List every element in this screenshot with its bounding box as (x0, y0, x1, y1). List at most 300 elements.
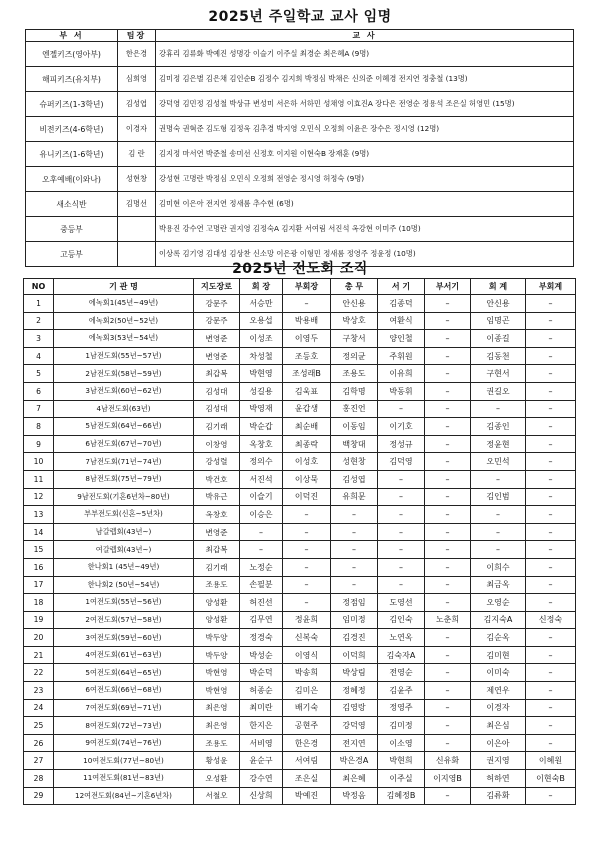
cell: – (471, 523, 526, 541)
col-header: 부회장 (283, 279, 331, 295)
teachers-cell: 권명숙 권혁준 김도형 김정욱 김추경 박지영 오민식 오정희 이윤은 장수은 정시영 (12명) (156, 117, 574, 142)
org-name: 11여전도회(81년~83년) (54, 770, 194, 788)
cell: – (425, 365, 471, 383)
table-row (24, 576, 576, 594)
cell: – (425, 295, 471, 313)
cell: 옥창호 (194, 506, 240, 524)
cell: 김기래 (194, 558, 240, 576)
org-name: 3남전도회(60년~62년) (54, 382, 194, 400)
cell: – (526, 594, 576, 612)
org-name: 2여전도회(57년~58년) (54, 611, 194, 629)
table-row (24, 664, 576, 682)
cell: 정성규 (378, 435, 425, 453)
cell: 김순옥 (471, 629, 526, 647)
org-name: 6남전도회(67년~70년) (54, 435, 194, 453)
lead-cell: 성현창 (118, 167, 156, 192)
cell: 김혜정B (378, 787, 425, 805)
cell: – (526, 664, 576, 682)
cell: 최금옥 (471, 576, 526, 594)
cell: – (425, 541, 471, 559)
cell: 유희문 (331, 488, 378, 506)
cell: – (425, 453, 471, 471)
table-row (24, 682, 576, 700)
cell: – (425, 488, 471, 506)
cell: – (331, 558, 378, 576)
cell: – (526, 312, 576, 330)
table-row (24, 295, 576, 313)
cell: 정의수 (240, 453, 283, 471)
cell: 이승은 (240, 506, 283, 524)
cell: 이주실 (378, 770, 425, 788)
cell: 안신용 (471, 295, 526, 313)
lead-cell: 한은경 (118, 42, 156, 67)
row-number: 9 (24, 435, 54, 453)
org-name: 5여전도회(64년~65년) (54, 664, 194, 682)
cell: – (526, 787, 576, 805)
cell: 이경자 (471, 699, 526, 717)
cell: 박현영 (194, 682, 240, 700)
cell: 백창대 (331, 435, 378, 453)
cell: 한은경 (283, 734, 331, 752)
cell: – (526, 330, 576, 348)
cell: – (526, 295, 576, 313)
cell: 옥창호 (240, 435, 283, 453)
cell: 박두양 (194, 629, 240, 647)
table-row (24, 347, 576, 365)
row-number: 28 (24, 770, 54, 788)
row-number: 4 (24, 347, 54, 365)
org-name: 10여전도회(77년~80년) (54, 752, 194, 770)
org-name: 에녹회2(50년~52년) (54, 312, 194, 330)
cell: 서승만 (240, 295, 283, 313)
cell: – (331, 576, 378, 594)
cell: 오민석 (471, 453, 526, 471)
teacher-row (26, 67, 574, 92)
cell: 임미정 (331, 611, 378, 629)
cell: 박현영 (240, 365, 283, 383)
cell: 허종순 (240, 682, 283, 700)
cell: – (331, 506, 378, 524)
table-row (24, 400, 576, 418)
teachers-table (25, 29, 574, 267)
org-name: 에녹회1(45년~49년) (54, 295, 194, 313)
cell: 이종길 (471, 330, 526, 348)
cell: – (425, 347, 471, 365)
dept-cell: 고등부 (26, 242, 118, 267)
cell: 김종인 (471, 418, 526, 436)
cell: – (331, 523, 378, 541)
evangelism-title: 2025년 전도회 조직 (232, 261, 368, 277)
cell: – (526, 400, 576, 418)
cell: – (425, 734, 471, 752)
cell: – (378, 576, 425, 594)
row-number: 29 (24, 787, 54, 805)
cell: – (283, 594, 331, 612)
cell: 이현숙B (526, 770, 576, 788)
cell: – (425, 629, 471, 647)
cell: – (526, 646, 576, 664)
cell: 이덕진 (283, 488, 331, 506)
cell: – (526, 488, 576, 506)
cell: 강문주 (194, 295, 240, 313)
dept-cell: 유니키즈(1-6학년) (26, 142, 118, 167)
cell: 박동휘 (378, 382, 425, 400)
cell: 박예진 (283, 787, 331, 805)
lead-cell: 김 란 (118, 142, 156, 167)
cell: 정윤희 (283, 611, 331, 629)
dept-cell: 오후예배(이와나) (26, 167, 118, 192)
table-row (24, 717, 576, 735)
cell: 이희수 (471, 558, 526, 576)
cell: – (425, 470, 471, 488)
cell: 박건호 (194, 470, 240, 488)
teacher-row (26, 217, 574, 242)
table-row (24, 312, 576, 330)
cell: 이창영 (194, 435, 240, 453)
cell: 김성대 (194, 382, 240, 400)
row-number: 16 (24, 558, 54, 576)
cell: – (425, 558, 471, 576)
dept-cell: 중등부 (26, 217, 118, 242)
col-header: 회 장 (240, 279, 283, 295)
table-row (24, 646, 576, 664)
cell: 차성철 (240, 347, 283, 365)
cell: – (526, 506, 576, 524)
evangelism-table (23, 278, 576, 805)
cell: 박현희 (378, 752, 425, 770)
row-number: 22 (24, 664, 54, 682)
teacher-row (26, 42, 574, 67)
cell: 조은실 (283, 770, 331, 788)
cell: 박순덕 (240, 664, 283, 682)
cell: 제연우 (471, 682, 526, 700)
cell: – (526, 576, 576, 594)
cell: – (331, 541, 378, 559)
cell: 이미숙 (471, 664, 526, 682)
cell: 이성조 (240, 330, 283, 348)
dept-cell: 슈퍼키즈(1-3학년) (26, 92, 118, 117)
cell: – (425, 717, 471, 735)
row-number: 25 (24, 717, 54, 735)
cell: 허하연 (471, 770, 526, 788)
cell: 오성환 (194, 770, 240, 788)
cell: – (526, 629, 576, 647)
teachers-cell: 김미정 김은별 김은채 김인순B 김정수 김지희 박정심 박채은 신의준 이혜경 전지연 정충철 (13명) (156, 67, 574, 92)
cell: 최은영 (194, 699, 240, 717)
cell: – (425, 506, 471, 524)
cell: 박성순 (240, 646, 283, 664)
cell: – (425, 312, 471, 330)
table-row (24, 523, 576, 541)
cell: 박상호 (331, 312, 378, 330)
cell: 이슬기 (240, 488, 283, 506)
row-number: 1 (24, 295, 54, 313)
cell: 강덕영 (331, 717, 378, 735)
org-name: 12여전도회(84년~기혼6년차) (54, 787, 194, 805)
cell: 김덕영 (378, 453, 425, 471)
cell: 김종덕 (378, 295, 425, 313)
org-name: 한나회1 (45년~49년) (54, 558, 194, 576)
row-number: 10 (24, 453, 54, 471)
row-number: 17 (24, 576, 54, 594)
cell: 정경숙 (240, 629, 283, 647)
cell: 박정음 (331, 787, 378, 805)
cell: 최갑복 (194, 541, 240, 559)
col-header: NO (24, 279, 54, 295)
header-lead: 팀장 (118, 30, 156, 42)
cell: 변영준 (194, 347, 240, 365)
cell: – (526, 682, 576, 700)
row-number: 26 (24, 734, 54, 752)
cell: 정영주 (378, 699, 425, 717)
table-row (24, 541, 576, 559)
cell: – (283, 576, 331, 594)
cell: 주휘원 (378, 347, 425, 365)
row-number: 11 (24, 470, 54, 488)
row-number: 5 (24, 365, 54, 383)
cell: – (378, 488, 425, 506)
cell: 서여림 (283, 752, 331, 770)
cell: 성현창 (331, 453, 378, 471)
dept-cell: 비전키즈(4-6학년) (26, 117, 118, 142)
cell: 성길용 (240, 382, 283, 400)
cell: 최은혜 (331, 770, 378, 788)
cell: 조용도 (194, 734, 240, 752)
cell: – (471, 470, 526, 488)
cell: 이유희 (378, 365, 425, 383)
cell: – (425, 523, 471, 541)
teacher-row (26, 167, 574, 192)
table-row (24, 488, 576, 506)
col-header: 서 기 (378, 279, 425, 295)
cell: 박영재 (240, 400, 283, 418)
header-teachers: 교 사 (156, 30, 574, 42)
cell: – (425, 576, 471, 594)
cell: 윤순구 (240, 752, 283, 770)
cell: 김성엽 (331, 470, 378, 488)
cell: 오영순 (471, 594, 526, 612)
cell: – (240, 523, 283, 541)
table-row (24, 418, 576, 436)
table-row (24, 558, 576, 576)
table-row (24, 611, 576, 629)
row-number: 12 (24, 488, 54, 506)
row-number: 27 (24, 752, 54, 770)
cell: 김무연 (240, 611, 283, 629)
cell: 서철오 (194, 787, 240, 805)
cell: 양인철 (378, 330, 425, 348)
teachers-cell: 김미현 이은아 전지연 정새롬 추수현 (6명) (156, 192, 574, 217)
cell: – (425, 664, 471, 682)
cell: – (526, 418, 576, 436)
cell: 김학명 (331, 382, 378, 400)
cell: 신유화 (425, 752, 471, 770)
col-header: 총 무 (331, 279, 378, 295)
org-name: 7남전도회(71년~74년) (54, 453, 194, 471)
cell: 박유근 (194, 488, 240, 506)
cell: – (526, 558, 576, 576)
table-row (24, 629, 576, 647)
cell: 구창서 (331, 330, 378, 348)
row-number: 3 (24, 330, 54, 348)
lead-cell (118, 217, 156, 242)
teachers-cell: 강휴리 김류화 박예진 성명강 이슬기 이주실 최경순 최은혜A (9명) (156, 42, 574, 67)
dept-cell: 새소식반 (26, 192, 118, 217)
cell: 김지숙A (471, 611, 526, 629)
table-row (24, 752, 576, 770)
cell: 박두양 (194, 646, 240, 664)
header-dept: 부 서 (26, 30, 118, 42)
org-name: 7여전도회(69년~71년) (54, 699, 194, 717)
cell: 이영두 (283, 330, 331, 348)
row-number: 7 (24, 400, 54, 418)
lead-cell: 김명선 (118, 192, 156, 217)
cell: 홍진언 (331, 400, 378, 418)
teachers-title: 2025년 주일학교 교사 임명 (208, 9, 392, 25)
row-number: 21 (24, 646, 54, 664)
org-name: 부부전도회(신혼~5년차) (54, 506, 194, 524)
org-name: 에녹회3(53년~54년) (54, 330, 194, 348)
cell: – (240, 541, 283, 559)
teachers-cell: 강성현 고명란 박정심 오민식 오정희 전영순 정시영 허정숙 (9명) (156, 167, 574, 192)
cell: – (526, 347, 576, 365)
cell: 윤갑생 (283, 400, 331, 418)
row-number: 19 (24, 611, 54, 629)
dept-cell: 해피키즈(유치부) (26, 67, 118, 92)
cell: – (425, 682, 471, 700)
table-row (24, 470, 576, 488)
cell: – (283, 523, 331, 541)
cell: 정혜정 (331, 682, 378, 700)
table-row (24, 734, 576, 752)
org-name: 8여전도회(72년~73년) (54, 717, 194, 735)
cell: 강성렬 (194, 453, 240, 471)
cell: 여환식 (378, 312, 425, 330)
table-row (24, 435, 576, 453)
cell: – (425, 646, 471, 664)
cell: – (378, 558, 425, 576)
cell: – (471, 400, 526, 418)
teachers-cell: 이상록 김기영 김대성 김상찬 신소망 이은광 이형민 정새롬 정영주 정윤정 (10명) (156, 242, 574, 267)
cell: 조성래B (283, 365, 331, 383)
org-name: 6여전도회(66년~68년) (54, 682, 194, 700)
lead-cell: 김성엽 (118, 92, 156, 117)
cell: 이은아 (471, 734, 526, 752)
cell: 김윤주 (378, 682, 425, 700)
col-header: 부회계 (526, 279, 576, 295)
cell: 서진석 (240, 470, 283, 488)
cell: 신정숙 (526, 611, 576, 629)
col-header: 지도장로 (194, 279, 240, 295)
cell: – (526, 365, 576, 383)
dept-cell: 엔젤키즈(영아부) (26, 42, 118, 67)
col-header: 회 계 (471, 279, 526, 295)
row-number: 2 (24, 312, 54, 330)
row-number: 23 (24, 682, 54, 700)
table-row (24, 506, 576, 524)
cell: 노춘희 (425, 611, 471, 629)
row-number: 6 (24, 382, 54, 400)
cell: – (526, 470, 576, 488)
cell: – (378, 506, 425, 524)
org-name: 4남전도회(63년) (54, 400, 194, 418)
cell: – (526, 523, 576, 541)
cell: 김영랑 (331, 699, 378, 717)
teachers-cell: 박용진 강수연 고명란 권지영 김정숙A 김지환 서여림 서진석 옥강현 이미주 (10명) (156, 217, 574, 242)
org-name: 9여전도회(74년~76년) (54, 734, 194, 752)
cell: – (283, 541, 331, 559)
cell: 한지은 (240, 717, 283, 735)
org-name: 1남전도회(55년~57년) (54, 347, 194, 365)
cell: – (526, 453, 576, 471)
cell: 구현서 (471, 365, 526, 383)
teacher-row (26, 142, 574, 167)
cell: – (378, 470, 425, 488)
cell: – (378, 541, 425, 559)
cell: 김동천 (471, 347, 526, 365)
cell: 김미현 (471, 646, 526, 664)
cell: – (425, 382, 471, 400)
cell: 김류화 (471, 787, 526, 805)
cell: 최은심 (471, 717, 526, 735)
row-number: 14 (24, 523, 54, 541)
cell: 강문주 (194, 312, 240, 330)
cell: 허진선 (240, 594, 283, 612)
col-header: 기 관 명 (54, 279, 194, 295)
cell: – (425, 330, 471, 348)
org-name: 4여전도회(61년~63년) (54, 646, 194, 664)
cell: 임명곤 (471, 312, 526, 330)
cell: 조등호 (283, 347, 331, 365)
cell: 전영순 (378, 664, 425, 682)
org-name: 1여전도회(55년~56년) (54, 594, 194, 612)
cell: 김기래 (194, 418, 240, 436)
row-number: 8 (24, 418, 54, 436)
org-name: 8남전도회(75년~79년) (54, 470, 194, 488)
cell: 박은경A (331, 752, 378, 770)
cell: 김경진 (331, 629, 378, 647)
table-row (24, 365, 576, 383)
row-number: 13 (24, 506, 54, 524)
org-name: 3여전도회(59년~60년) (54, 629, 194, 647)
cell: 양성환 (194, 611, 240, 629)
org-name: 여갈렙회(43년~) (54, 541, 194, 559)
lead-cell: 이경자 (118, 117, 156, 142)
cell: – (425, 787, 471, 805)
cell: 변영준 (194, 330, 240, 348)
cell: – (378, 400, 425, 418)
cell: – (425, 435, 471, 453)
table-row (24, 594, 576, 612)
cell: 이지영B (425, 770, 471, 788)
cell: 최종락 (283, 435, 331, 453)
cell: 노정순 (240, 558, 283, 576)
cell: 정윤현 (471, 435, 526, 453)
cell: – (526, 541, 576, 559)
cell: – (425, 699, 471, 717)
table-row (24, 770, 576, 788)
cell: 김성대 (194, 400, 240, 418)
cell: 김미은 (283, 682, 331, 700)
org-name: 한나회2 (50년~54년) (54, 576, 194, 594)
cell: 김인숙 (378, 611, 425, 629)
cell: 박용배 (283, 312, 331, 330)
cell: 이덕희 (331, 646, 378, 664)
cell: – (526, 734, 576, 752)
cell: 조용도 (331, 365, 378, 383)
cell: 권길오 (471, 382, 526, 400)
cell: 양성환 (194, 594, 240, 612)
